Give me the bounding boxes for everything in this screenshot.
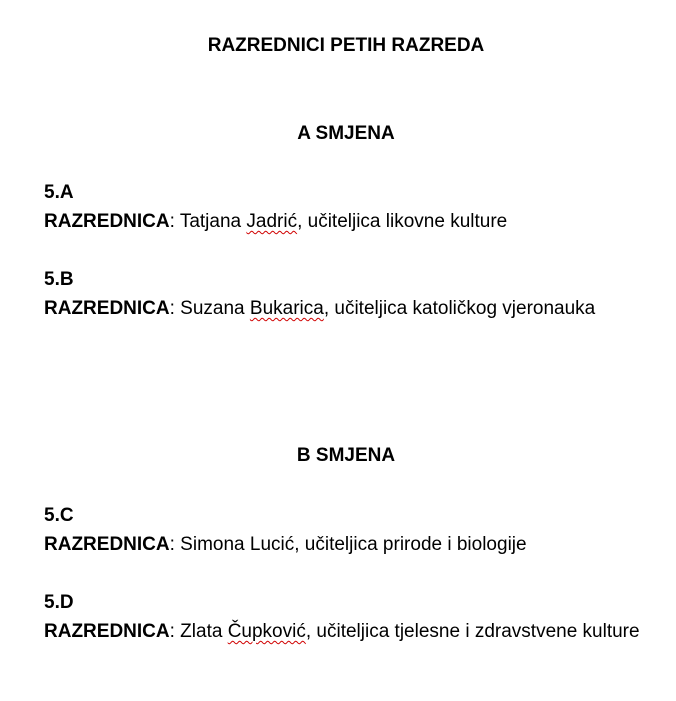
role-label: RAZREDNICA: [44, 621, 170, 642]
teacher-description: , učiteljica tjelesne i zdravstvene kulture: [305, 621, 640, 642]
teacher-description: , učiteljica prirode i biologije: [294, 534, 527, 555]
class-label-5a: 5.A: [44, 182, 74, 203]
teacher-first-name: Simona: [180, 534, 245, 555]
teacher-surname-spellcheck: Bukarica: [249, 298, 324, 319]
entry-5b: [44, 265, 654, 323]
entry-5d: [44, 588, 654, 646]
class-label-5d: 5.D: [44, 592, 74, 613]
role-label: RAZREDNICA: [44, 534, 170, 555]
teacher-first-name: Tatjana: [179, 211, 242, 232]
entry-5c: [44, 501, 654, 559]
teacher-surname: Lucić: [249, 534, 295, 555]
role-separator: :: [169, 621, 175, 642]
role-label: RAZREDNICA: [44, 211, 170, 232]
role-separator: :: [169, 298, 175, 319]
teacher-description: , učiteljica katoličkog vjeronauka: [323, 298, 596, 319]
role-separator: :: [169, 211, 175, 232]
teacher-description: , učiteljica likovne kulture: [297, 211, 508, 232]
class-label-5c: 5.C: [44, 505, 74, 526]
shift-heading-a: A SMJENA: [297, 123, 395, 144]
role-label: RAZREDNICA: [44, 298, 170, 319]
shift-heading-b: B SMJENA: [296, 445, 396, 466]
teacher-surname-spellcheck: Jadrić: [246, 211, 298, 232]
class-label-5b: 5.B: [44, 269, 74, 290]
role-separator: :: [169, 534, 175, 555]
entry-5a: [44, 178, 654, 236]
document-title: RAZREDNICI PETIH RAZREDA: [207, 35, 485, 56]
teacher-first-name: Suzana: [180, 298, 245, 319]
teacher-first-name: Zlata: [180, 621, 223, 642]
teacher-surname-spellcheck: Čupković: [227, 621, 306, 642]
